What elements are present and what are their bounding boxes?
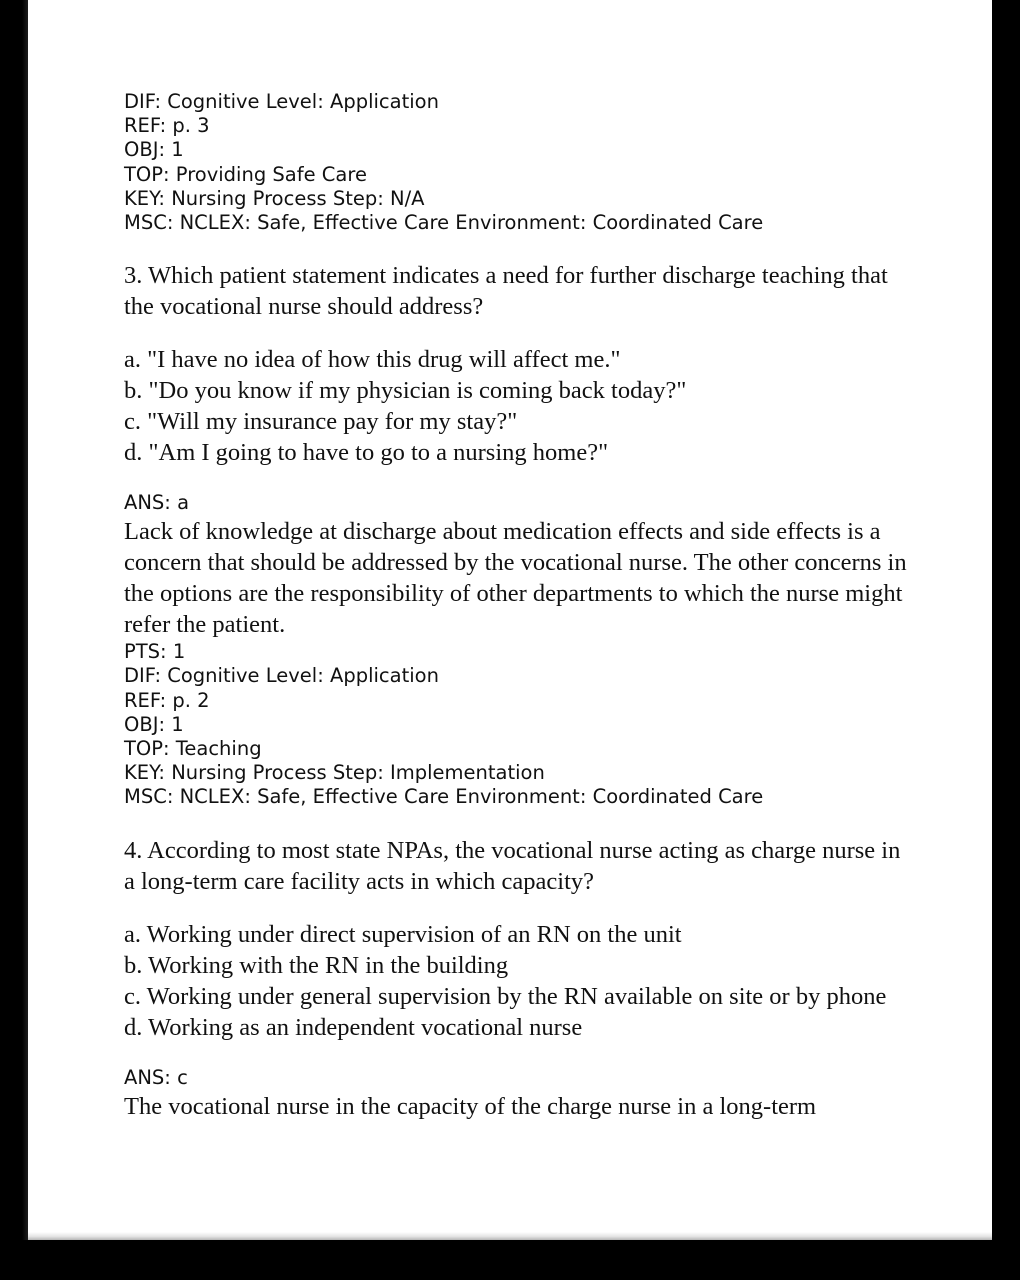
option-item[interactable]: c. Working under general supervision by the RN available on site or by phone <box>124 982 887 1010</box>
metadata-line: PTS: 1 <box>124 640 186 664</box>
option-item[interactable]: c. "Will my insurance pay for my stay?" <box>124 408 518 436</box>
metadata-line: TOP: Teaching <box>124 737 262 761</box>
metadata-line: DIF: Cognitive Level: Application <box>124 90 439 113</box>
option-item[interactable]: d. "Am I going to have to go to a nursing home?" <box>124 439 609 467</box>
metadata-line: OBJ: 1 <box>124 138 184 162</box>
metadata-line: MSC: NCLEX: Safe, Effective Care Environment: Coordinated Care <box>124 785 764 809</box>
spacer <box>124 810 914 835</box>
answer-explanation: The vocational nurse in the capacity of the charge nurse in a long-term <box>124 1092 817 1120</box>
metadata-line: MSC: NCLEX: Safe, Effective Care Environment: Coordinated Care <box>124 211 764 235</box>
document-body <box>124 90 914 1122</box>
option-item[interactable]: d. Working as an independent vocational nurse <box>124 1013 583 1041</box>
metadata-line: DIF: Cognitive Level: Application <box>124 664 439 688</box>
answer-block <box>124 490 914 640</box>
metadata-group <box>124 640 914 809</box>
document-page <box>28 0 992 1240</box>
metadata-line: KEY: Nursing Process Step: N/A <box>124 186 425 210</box>
spacer <box>124 468 914 490</box>
metadata-group <box>124 90 914 235</box>
option-item[interactable]: b. "Do you know if my physician is coming back today?" <box>124 377 687 405</box>
answer-block <box>124 1065 914 1122</box>
metadata-line: REF: p. 2 <box>124 688 210 712</box>
answer-label: ANS: c <box>124 1065 188 1089</box>
metadata-line: TOP: Providing Safe Care <box>124 162 367 186</box>
spacer <box>124 322 914 344</box>
question-text: 3. Which patient statement indicates a need for further discharge teaching that the vocational nurse should address? <box>124 262 888 321</box>
options-list <box>124 919 914 1043</box>
option-item[interactable]: b. Working with the RN in the building <box>124 951 509 979</box>
metadata-line: OBJ: 1 <box>124 712 184 736</box>
options-list <box>124 344 914 468</box>
metadata-line: REF: p. 3 <box>124 114 210 138</box>
question-text: 4. According to most state NPAs, the vocational nurse acting as charge nurse in a long-term care facility acts in which capacity? <box>124 836 901 895</box>
option-item[interactable]: a. Working under direct supervision of an RN on the unit <box>124 920 682 948</box>
spacer <box>124 897 914 919</box>
page-bottom-shadow <box>28 1232 992 1240</box>
answer-label: ANS: a <box>124 491 190 515</box>
metadata-line: KEY: Nursing Process Step: Implementation <box>124 761 545 785</box>
spacer <box>124 1043 914 1065</box>
answer-explanation: Lack of knowledge at discharge about medication effects and side effects is a concern that should be addressed by the vocational nurse. The other concerns in the options are the responsibility of other departments to which the nurse might refer the patient. <box>124 518 907 639</box>
option-item[interactable]: a. "I have no idea of how this drug will affect me." <box>124 346 621 374</box>
spacer <box>124 235 914 260</box>
